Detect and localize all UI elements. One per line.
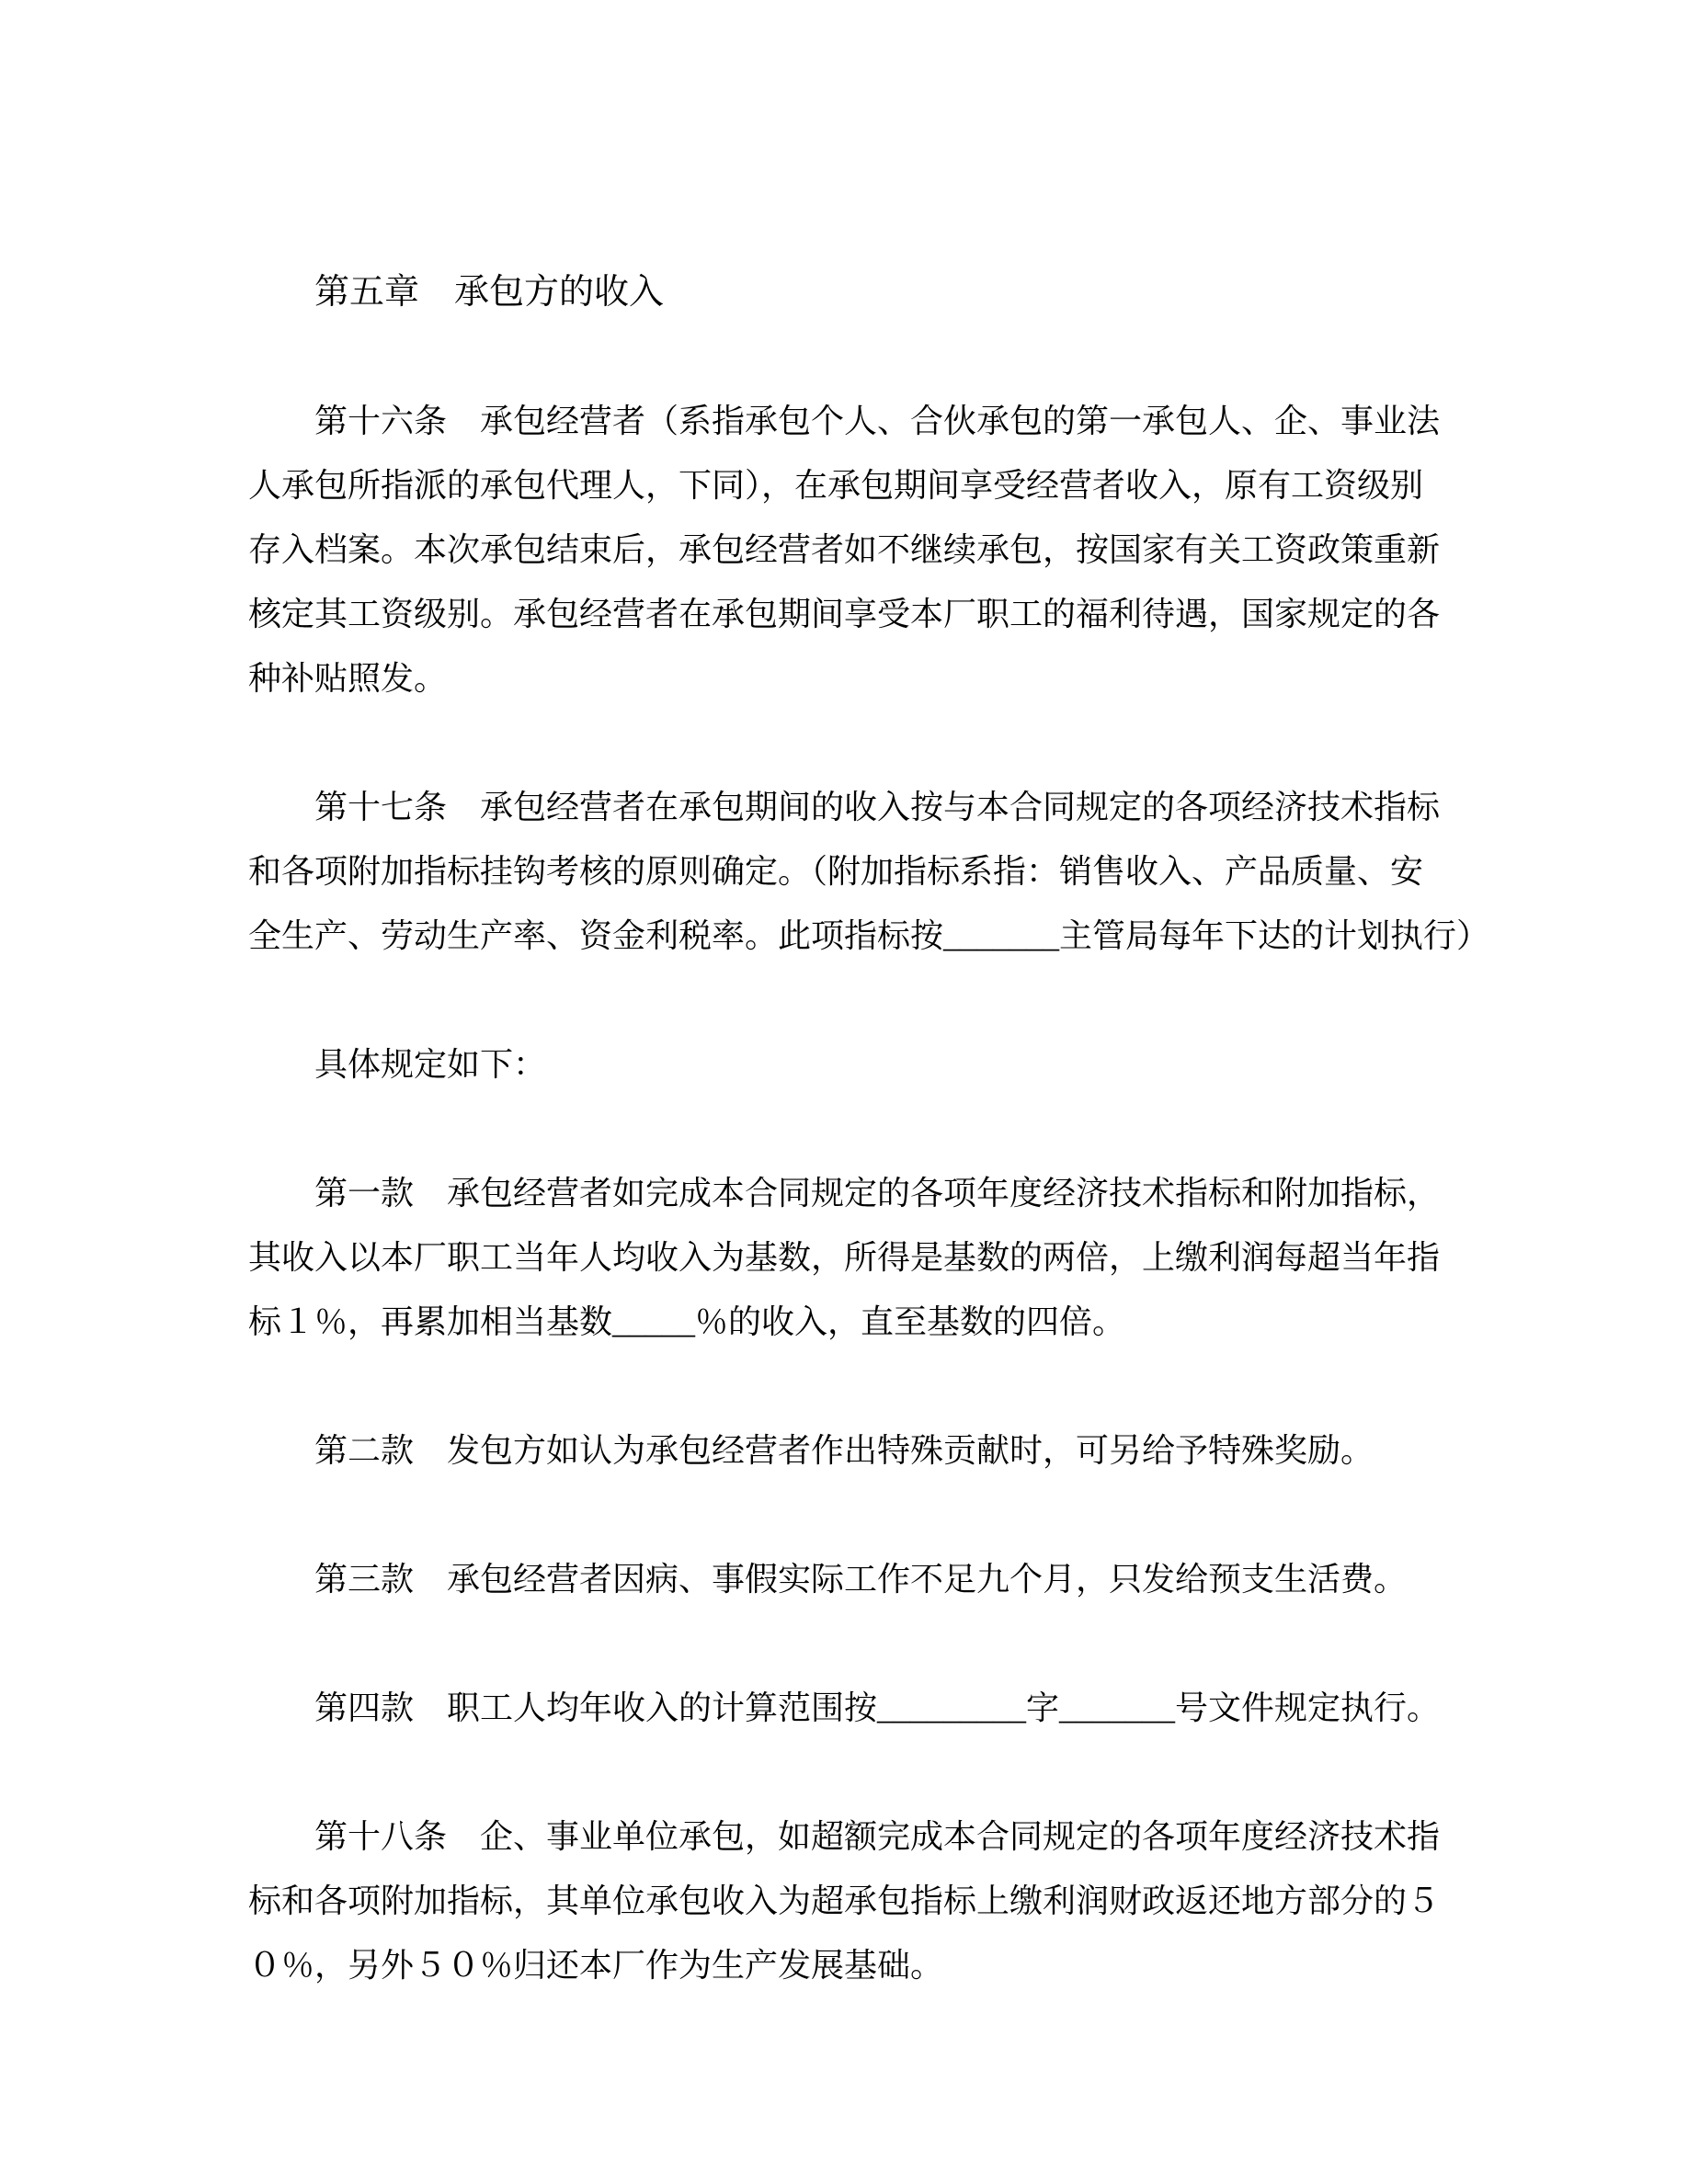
text-line: 第十七条 承包经营者在承包期间的收入按与本合同规定的各项经济技术指标 — [314, 789, 1441, 825]
text-line: 核定其工资级别。承包经营者在承包期间享受本厂职工的福利待遇，国家规定的各 — [248, 596, 1441, 632]
paragraphs-container — [248, 389, 1490, 1997]
text-line: ０％，另外５０％归还本厂作为生产发展基础。 — [248, 1947, 944, 1984]
paragraph — [248, 389, 1453, 711]
text-line: 第十八条 企、事业单位承包，如超额完成本合同规定的各项年度经济技术指 — [314, 1818, 1441, 1855]
text-line: 第一款 承包经营者如完成本合同规定的各项年度经济技术指标和附加指标， — [314, 1175, 1441, 1211]
text-line: 人承包所指派的承包代理人，下同），在承包期间享受经营者收入，原有工资级别 — [248, 467, 1424, 504]
text-line: 具体规定如下： — [314, 1046, 547, 1083]
paragraph — [248, 1676, 1453, 1740]
text-line: 第四款 职工人均年收入的计算范围按_________字_______号文件规定执行。 — [314, 1689, 1441, 1726]
text-line: 标和各项附加指标，其单位承包收入为超承包指标上缴利润财政返还地方部分的５ — [248, 1883, 1441, 1919]
paragraph — [248, 1161, 1453, 1354]
paragraph — [248, 775, 1490, 968]
text-line: 第三款 承包经营者因病、事假实际工作不足九个月，只发给预支生活费。 — [314, 1561, 1408, 1598]
text-line: 其收入以本厂职工当年人均收入为基数，所得是基数的两倍，上缴利润每超当年指 — [248, 1239, 1441, 1276]
chapter-title: 第五章 承包方的收入 — [314, 273, 665, 312]
document-content — [248, 260, 1490, 2062]
paragraph — [248, 1418, 1453, 1483]
text-line: 第十六条 承包经营者（系指承包个人、合伙承包的第一承包人、企、事业法 — [314, 403, 1441, 439]
text-line: 全生产、劳动生产率、资金利税率。此项指标按_______主管局每年下达的计划执行） — [248, 917, 1490, 954]
paragraph — [248, 1804, 1453, 1997]
text-line: 第二款 发包方如认为承包经营者作出特殊贡献时，可另给予特殊奖励。 — [314, 1432, 1374, 1469]
text-line: 存入档案。本次承包结束后，承包经营者如不继续承包，按国家有关工资政策重新 — [248, 531, 1441, 568]
text-line: 和各项附加指标挂钩考核的原则确定。（附加指标系指：销售收入、产品质量、安 — [248, 853, 1424, 890]
paragraph — [248, 1032, 1453, 1097]
text-line: 标１％，再累加相当基数_____％的收入，直至基数的四倍。 — [248, 1303, 1126, 1340]
paragraph — [248, 1547, 1453, 1611]
text-line: 种补贴照发。 — [248, 660, 448, 697]
